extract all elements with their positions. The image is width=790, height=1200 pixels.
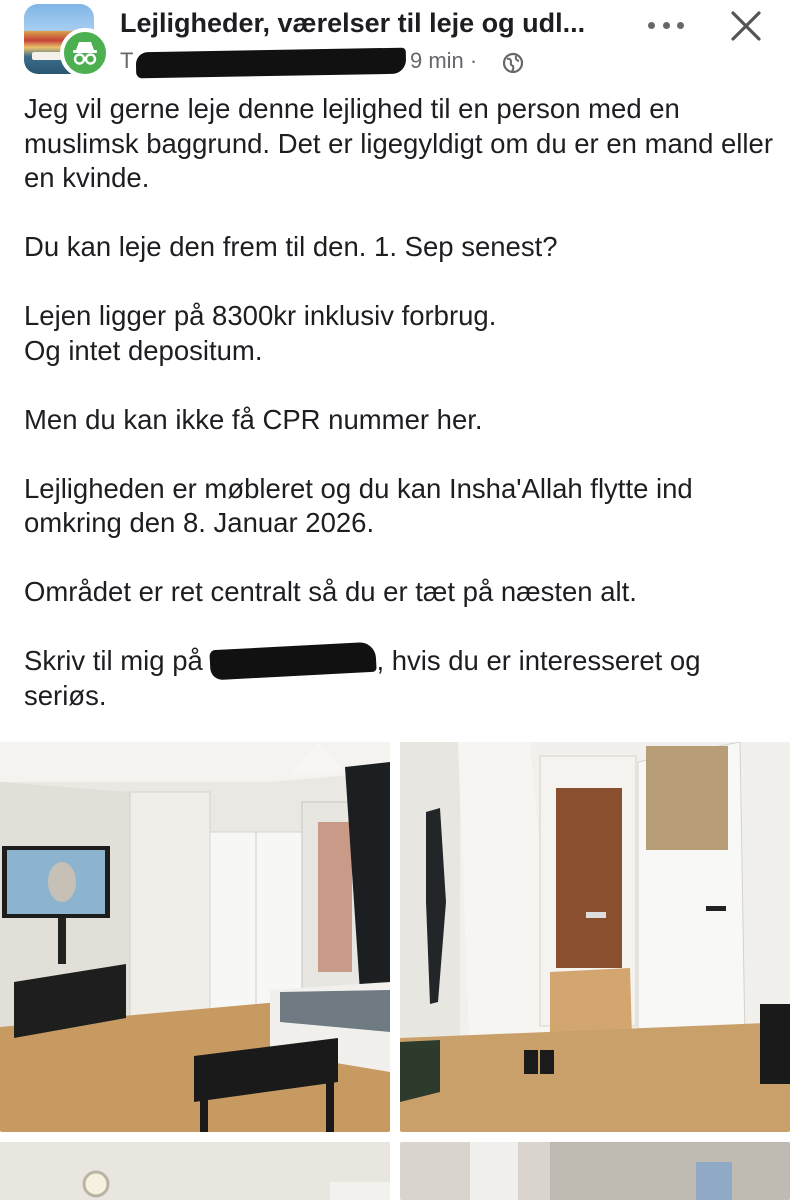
contact-paragraph bbox=[24, 644, 774, 713]
post-paragraph: Lejen ligger på 8300kr inklusiv forbrug. Og intet depositum. bbox=[24, 300, 497, 366]
hallway-photo[interactable] bbox=[400, 742, 790, 1132]
more-options-button[interactable] bbox=[644, 10, 688, 40]
post-paragraph: Lejligheden er møbleret og du kan Insha'Allah flytte ind omkring den 8. Januar 2026. bbox=[24, 472, 693, 538]
globe-icon bbox=[502, 52, 524, 80]
meta-separator: · bbox=[469, 48, 478, 73]
more-dot bbox=[677, 22, 684, 29]
post-meta bbox=[120, 46, 540, 76]
close-button[interactable] bbox=[728, 8, 764, 44]
anonymous-member-icon[interactable] bbox=[60, 28, 110, 78]
lamp-photo[interactable] bbox=[0, 1142, 390, 1200]
post-time[interactable] bbox=[410, 48, 477, 74]
contact-prefix: Skriv til mig på bbox=[24, 645, 203, 676]
group-name-link[interactable]: Lejligheder, værelser til leje og udl... bbox=[120, 8, 586, 38]
more-dot bbox=[663, 22, 670, 29]
post-header bbox=[0, 0, 790, 84]
post-paragraph: Du kan leje den frem til den. 1. Sep senest? bbox=[24, 231, 558, 262]
kitchen-photo[interactable] bbox=[400, 1142, 790, 1200]
post-paragraph: Jeg vil gerne leje denne lejlighed til en person med en muslimsk baggrund. Det er ligegyldigt om du er en mand eller en kvinde. bbox=[24, 93, 773, 193]
author-name[interactable]: T bbox=[120, 48, 134, 73]
more-dot bbox=[648, 22, 655, 29]
redaction-author bbox=[136, 48, 406, 79]
post-body bbox=[24, 92, 774, 748]
redaction-phone bbox=[210, 642, 377, 681]
post-paragraph: Området er ret centralt så du er tæt på næsten alt. bbox=[24, 576, 637, 607]
living-room-photo[interactable] bbox=[0, 742, 390, 1132]
contact-suffix: , hvis du er interesseret og seriøs. bbox=[24, 645, 701, 711]
post-time-value: 9 min bbox=[410, 48, 464, 73]
post-paragraph: Men du kan ikke få CPR nummer her. bbox=[24, 403, 483, 435]
close-icon bbox=[728, 8, 764, 44]
